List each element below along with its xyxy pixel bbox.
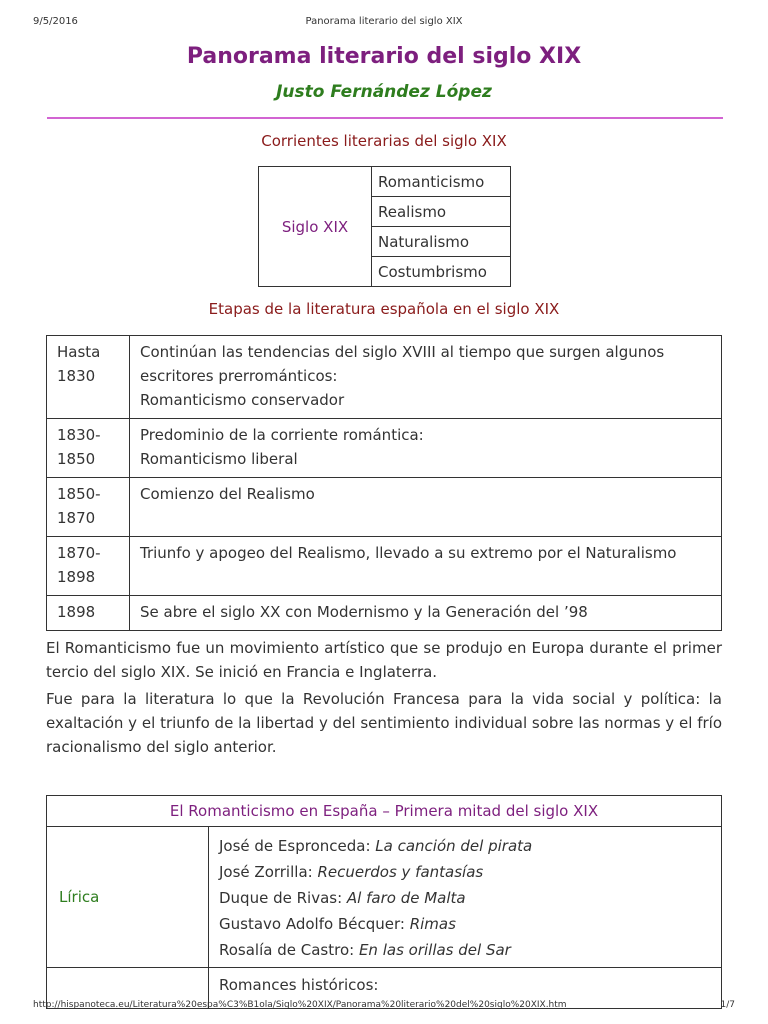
period-cell: 1870-1898	[47, 537, 130, 596]
print-url: http://hispanoteca.eu/Literatura%20espa%C3%B1ola/Siglo%20XIX/Panorama%20literario%20del%20siglo%20XIX.htm	[33, 1000, 567, 1010]
work-title: Recuerdos y fantasías	[317, 863, 484, 881]
intro-paragraph: Fue para la literatura lo que la Revolución Francesa para la vida social y política: la exaltación y el triunfo de la libertad y del sentimiento individual sobre las normas y el frío racionalismo del siglo anterior.	[46, 690, 722, 756]
work-title: Rimas	[409, 915, 456, 933]
description-line: Comienzo del Realismo	[140, 485, 315, 503]
stages-heading: Etapas de la literatura española en el siglo XIX	[208, 300, 560, 318]
description-cell	[130, 336, 722, 419]
work-title: En las orillas del Sar	[358, 941, 511, 959]
print-date: 9/5/2016	[33, 16, 78, 27]
table-row	[47, 336, 722, 419]
work-title: La canción del pirata	[375, 837, 533, 855]
page-number: 1/7	[720, 1000, 735, 1010]
current-item: Costumbrismo	[372, 257, 511, 287]
work-author: Duque de Rivas:	[219, 889, 347, 907]
intro-paragraph: El Romanticismo fue un movimiento artístico que se produjo en Europa durante el primer tercio del siglo XIX. Se inició en Francia e Inglaterra.	[46, 639, 722, 681]
work-author: Rosalía de Castro:	[219, 941, 359, 959]
description-cell	[130, 596, 722, 631]
work-title: Al faro de Malta	[346, 889, 466, 907]
table-row	[47, 478, 722, 537]
current-item: Naturalismo	[372, 227, 511, 257]
work-item	[219, 859, 711, 885]
work-item	[219, 911, 711, 937]
period-cell: Hasta 1830	[47, 336, 130, 419]
current-item: Realismo	[372, 197, 511, 227]
table-row	[47, 537, 722, 596]
period-cell: 1898	[47, 596, 130, 631]
description-cell	[130, 478, 722, 537]
work-author: Gustavo Adolfo Bécquer:	[219, 915, 410, 933]
work-item: Romances históricos:	[219, 976, 379, 994]
romanticism-spain-table	[46, 795, 722, 1009]
description-line: Romanticismo conservador	[140, 391, 345, 409]
table-heading: El Romanticismo en España – Primera mitad del siglo XIX	[47, 796, 722, 827]
description-cell	[130, 419, 722, 478]
work-author: José Zorrilla:	[219, 863, 318, 881]
genre-cell: Lírica	[47, 827, 209, 968]
work-author: José de Espronceda:	[219, 837, 376, 855]
currents-heading: Corrientes literarias del siglo XIX	[261, 132, 507, 150]
description-cell	[130, 537, 722, 596]
work-item	[219, 833, 711, 859]
divider	[47, 117, 723, 119]
description-line: Continúan las tendencias del siglo XVIII al tiempo que surgen algunos escritores prerrománticos:	[140, 343, 665, 385]
description-line: Triunfo y apogeo del Realismo, llevado a su extremo por el Naturalismo	[140, 544, 677, 562]
description-line: Predominio de la corriente romántica:	[140, 426, 424, 444]
period-cell: 1830-1850	[47, 419, 130, 478]
works-cell	[209, 827, 722, 968]
page-title: Panorama literario del siglo XIX	[186, 44, 582, 69]
author: Justo Fernández López	[276, 82, 492, 102]
currents-table	[258, 166, 511, 287]
current-item: Romanticismo	[372, 167, 511, 197]
work-item	[219, 885, 711, 911]
stages-table	[46, 335, 722, 631]
period-cell: 1850-1870	[47, 478, 130, 537]
table-row	[47, 596, 722, 631]
print-title: Panorama literario del siglo XIX	[305, 16, 463, 27]
work-item	[219, 937, 711, 963]
table-row	[47, 827, 722, 968]
print-footer	[33, 1000, 735, 1014]
table-row	[47, 419, 722, 478]
currents-label: Siglo XIX	[259, 167, 372, 287]
description-line: Romanticismo liberal	[140, 450, 298, 468]
description-line: Se abre el siglo XX con Modernismo y la Generación del ’98	[140, 603, 588, 621]
